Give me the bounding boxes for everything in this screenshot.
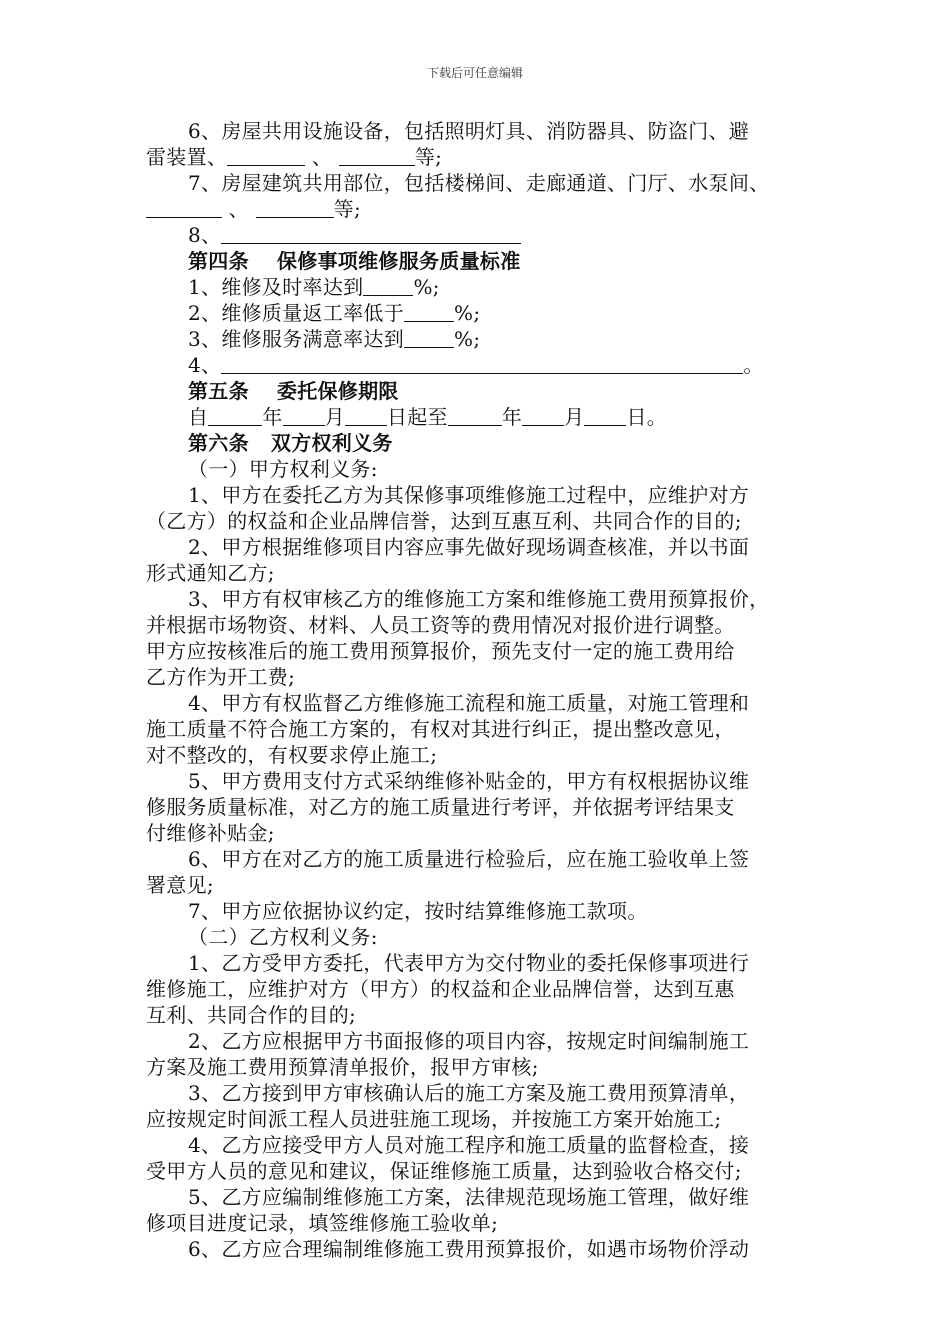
party-b-line: 互利、共同合作的目的; (146, 1003, 357, 1027)
party-b-line: 1、乙方受甲方委托，代表甲方为交付物业的委托保修事项进行 (188, 951, 750, 975)
blank (404, 327, 454, 348)
art4-item2: 2、维修质量返工率低于 %; (188, 301, 481, 325)
party-a-line: 5、甲方费用支付方式采纳维修补贴金的，甲方有权根据协议维 (188, 769, 750, 793)
party-a-line: 4、甲方有权监督乙方维修施工流程和施工质量，对施工管理和 (188, 691, 750, 715)
blank (227, 145, 305, 166)
item-6-line1: 6、房屋共用设施设备，包括照明灯具、消防器具、防盗门、避 (188, 119, 750, 143)
blank (208, 405, 262, 426)
item-7-line1: 7、房屋建筑共用部位，包括楼梯间、走廊通道、门厅、水泵间、 (188, 171, 770, 195)
party-b-line: 应按规定时间派工程人员进驻施工现场，并按施工方案开始施工; (146, 1107, 722, 1131)
blank (584, 405, 626, 426)
blank (522, 405, 564, 426)
party-a-line: 付维修补贴金; (146, 821, 275, 845)
article-6-heading: 第六条 双方权利义务 (188, 431, 393, 455)
art4-item3: 3、维修服务满意率达到 %; (188, 327, 481, 351)
party-b-line: 受甲方人员的意见和建议，保证维修施工质量，达到验收合格交付; (146, 1159, 742, 1183)
party-a-line: 1、甲方在委托乙方为其保修事项维修施工过程中，应维护对方 (188, 483, 750, 507)
page-header: 下载后可任意编辑 (426, 66, 523, 80)
party-a-heading: （一）甲方权利义务: (188, 457, 378, 481)
item-6-line2: 雷装置、 、 等; (146, 145, 443, 169)
party-a-line: 乙方作为开工费; (146, 665, 296, 689)
party-a-line: 甲方应按核准后的施工费用预算报价，预先支付一定的施工费用给 (146, 639, 735, 663)
party-a-line: 6、甲方在对乙方的施工质量进行检验后，应在施工验收单上签 (188, 847, 750, 871)
article-4-heading: 第四条 保修事项维修服务质量标准 (188, 249, 521, 273)
party-a-line: （乙方）的权益和企业品牌信誉，达到互惠互利、共同合作的目的; (146, 509, 742, 533)
party-b-heading: （二）乙方权利义务: (188, 925, 378, 949)
blank (339, 145, 415, 166)
party-b-line: 6、乙方应合理编制维修施工费用预算报价，如遇市场物价浮动 (188, 1237, 750, 1261)
party-a-line: 7、甲方应依据协议约定，按时结算维修施工款项。 (188, 899, 648, 923)
blank (256, 197, 334, 218)
party-b-line: 方案及施工费用预算清单报价，报甲方审核; (146, 1055, 539, 1079)
party-b-line: 3、乙方接到甲方审核确认后的施工方案及施工费用预算清单， (188, 1081, 750, 1105)
party-a-line: 施工质量不符合施工方案的，有权对其进行纠正，提出整改意见， (146, 717, 735, 741)
party-a-line: 署意见; (146, 873, 214, 897)
document-body (146, 118, 810, 1262)
blank (448, 405, 502, 426)
blank (146, 197, 222, 218)
party-b-line: 2、乙方应根据甲方书面报修的项目内容，按规定时间编制施工 (188, 1029, 750, 1053)
blank (404, 301, 454, 322)
blank (221, 223, 521, 244)
article-5-heading: 第五条 委托保修期限 (188, 379, 399, 403)
party-a-line: 对不整改的，有权要求停止施工; (146, 743, 438, 767)
party-a-line: 2、甲方根据维修项目内容应事先做好现场调查核准，并以书面 (188, 535, 750, 559)
party-b-line: 维修施工，应维护对方（甲方）的权益和企业品牌信誉，达到互惠 (146, 977, 735, 1001)
party-b-line: 4、乙方应接受甲方人员对施工程序和施工质量的监督检查，接 (188, 1133, 750, 1157)
art4-item1: 1、维修及时率达到 %; (188, 275, 440, 299)
party-a-line: 形式通知乙方; (146, 561, 275, 585)
art5-period: 自 年 月 日起至 年 月 日。 (188, 405, 668, 429)
item-8: 8、 (146, 222, 810, 248)
blank (283, 405, 325, 426)
party-a-line: 并根据市场物资、材料、人员工资等的费用情况对报价进行调整。 (146, 613, 735, 637)
party-b-line: 修项目进度记录，填签维修施工验收单; (146, 1211, 499, 1235)
blank (345, 405, 387, 426)
party-a-line: 3、甲方有权审核乙方的维修施工方案和维修施工费用预算报价， (188, 587, 770, 611)
art4-item4: 4、 。 (188, 353, 764, 377)
party-b-line: 5、乙方应编制维修施工方案，法律规范现场施工管理，做好维 (188, 1185, 750, 1209)
party-a-line: 修服务质量标准，对乙方的施工质量进行考评，并依据考评结果支 (146, 795, 735, 819)
item-7-line2: 、 等; (146, 196, 810, 222)
blank (363, 275, 413, 296)
blank (221, 353, 743, 374)
